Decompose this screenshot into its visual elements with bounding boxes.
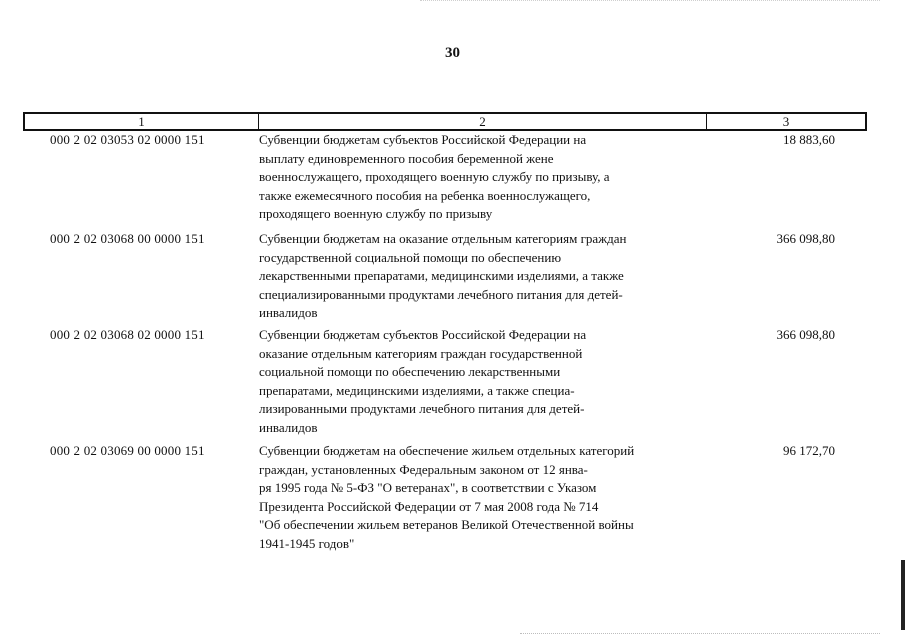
page-number: 30	[445, 45, 460, 61]
amount: 366 098,80	[776, 231, 835, 246]
amount: 18 883,60	[783, 132, 835, 147]
row-description	[259, 230, 709, 323]
description-line: 1941-1945 годов"	[259, 535, 355, 551]
description-line: Субвенции бюджетам на оказание отдельным категориям граждан	[259, 231, 627, 246]
description-line: "Об обеспечении жильем ветеранов Великой Отечественной войны	[259, 517, 634, 532]
description-line: военнослужащего, проходящего военную службу по призыву, а	[259, 169, 610, 184]
description-line: ря 1995 года № 5-ФЗ "О ветеранах", в соответствии с Указом	[259, 480, 597, 495]
description-line: инвалидов	[259, 419, 318, 435]
budget-code: 000 2 02 03068 00 0000 151	[50, 231, 205, 246]
row-description	[259, 442, 709, 553]
row-description	[259, 326, 709, 437]
scan-artifact-bottom	[520, 633, 880, 636]
description-line: препаратами, медицинскими изделиями, а также специа-	[259, 382, 575, 398]
description-line: специализированными продуктами лечебного питания для детей-	[259, 286, 623, 302]
amount: 96 172,70	[783, 443, 835, 458]
description-line: также ежемесячного пособия на ребенка военнослужащего,	[259, 187, 591, 203]
scan-edge-mark	[901, 560, 905, 630]
column-header-1: 1	[25, 114, 259, 129]
description-line: оказание отдельным категориям граждан государственной	[259, 345, 583, 361]
budget-code: 000 2 02 03068 02 0000 151	[50, 327, 205, 342]
description-line: государственной социальной помощи по обеспечению	[259, 249, 562, 265]
budget-code: 000 2 02 03053 02 0000 151	[50, 132, 205, 147]
description-line: Субвенции бюджетам субъектов Российской Федерации на	[259, 132, 587, 147]
description-line: социальной помощи по обеспечению лекарственными	[259, 364, 561, 379]
row-description	[259, 131, 709, 224]
scan-artifact-top	[420, 0, 880, 3]
budget-code: 000 2 02 03069 00 0000 151	[50, 443, 205, 458]
description-line: выплату единовременного пособия беременной жене	[259, 150, 554, 166]
description-line: Президента Российской Федерации от 7 мая 2008 года № 714	[259, 498, 599, 514]
description-line: Субвенции бюджетам на обеспечение жильем отдельных категорий	[259, 443, 635, 458]
amount: 366 098,80	[776, 327, 835, 342]
description-line: граждан, установленных Федеральным законом от 12 янва-	[259, 461, 588, 477]
description-line: лекарственными препаратами, медицинскими изделиями, а также	[259, 268, 624, 283]
description-line: лизированными продуктами лечебного питания для детей-	[259, 401, 585, 416]
column-header-2: 2	[259, 114, 707, 129]
description-line: Субвенции бюджетам субъектов Российской Федерации на	[259, 327, 587, 342]
description-line: инвалидов	[259, 305, 318, 320]
column-header-3: 3	[782, 114, 790, 129]
description-line: проходящего военную службу по призыву	[259, 206, 493, 221]
table-header	[23, 112, 867, 131]
